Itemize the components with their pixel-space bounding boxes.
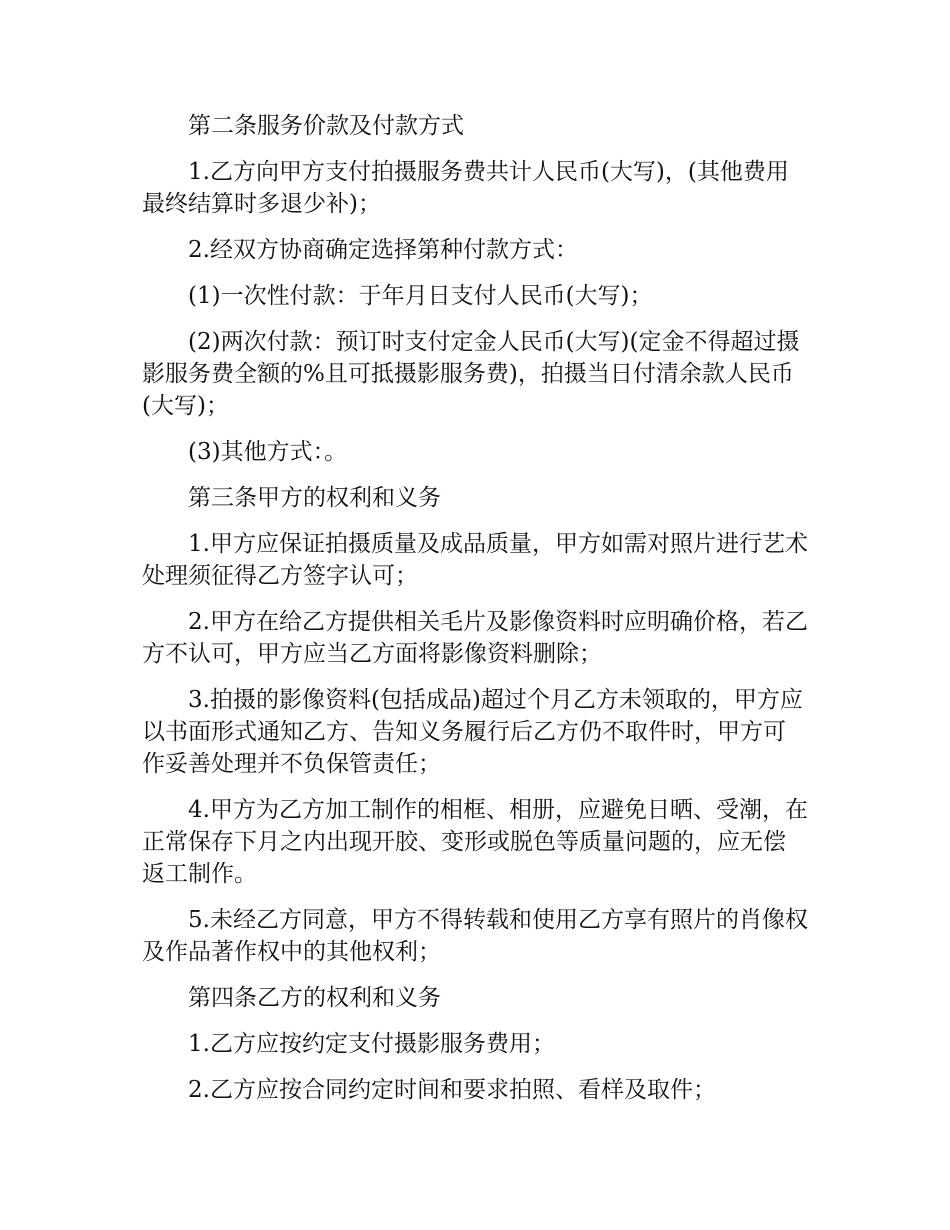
clause-4-2: 2.乙方应按合同约定时间和要求拍照、看样及取件； xyxy=(188,1077,716,1103)
clause-2-2-option-3: (3)其他方式：。 xyxy=(188,439,348,465)
section-heading-3: 第三条甲方的权利和义务 xyxy=(188,485,441,511)
clause-4-1: 1.乙方应按约定支付摄影服务费用； xyxy=(188,1031,555,1057)
clause-3-4: 4.甲方为乙方加工制作的相框、相册，应避免日晒、受潮，在正常保存下月之内出现开胶、变形或脱色等质量问题的，应无偿返工制作。 xyxy=(142,797,808,887)
clause-2-2-option-1: (1)一次性付款：于年月日支付人民币(大写)； xyxy=(188,283,653,309)
clause-2-1: 1.乙方向甲方支付拍摄服务费共计人民币(大写)，(其他费用最终结算时多退少补)； xyxy=(142,159,789,217)
clause-2-2: 2.经双方协商确定选择第种付款方式： xyxy=(188,237,578,263)
section-heading-4: 第四条乙方的权利和义务 xyxy=(188,985,441,1011)
document-page xyxy=(142,110,808,1120)
clause-3-1: 1.甲方应保证拍摄质量及成品质量，甲方如需对照片进行艺术处理须征得乙方签字认可； xyxy=(142,531,808,589)
clause-3-3: 3.拍摄的影像资料(包括成品)超过个月乙方未领取的，甲方应以书面形式通知乙方、告知义务履行后乙方仍不取件时，甲方可作妥善处理并不负保管责任； xyxy=(142,687,803,777)
clause-2-2-option-2: (2)两次付款：预订时支付定金人民币(大写)(定金不得超过摄影服务费全额的%且可抵摄影服务费)，拍摄当日付清余款人民币(大写)； xyxy=(142,329,800,419)
section-heading-2: 第二条服务价款及付款方式 xyxy=(188,113,464,139)
clause-3-5: 5.未经乙方同意，甲方不得转载和使用乙方享有照片的肖像权及作品著作权中的其他权利； xyxy=(142,907,808,965)
clause-3-2: 2.甲方在给乙方提供相关毛片及影像资料时应明确价格，若乙方不认可，甲方应当乙方面将影像资料删除； xyxy=(142,609,808,667)
